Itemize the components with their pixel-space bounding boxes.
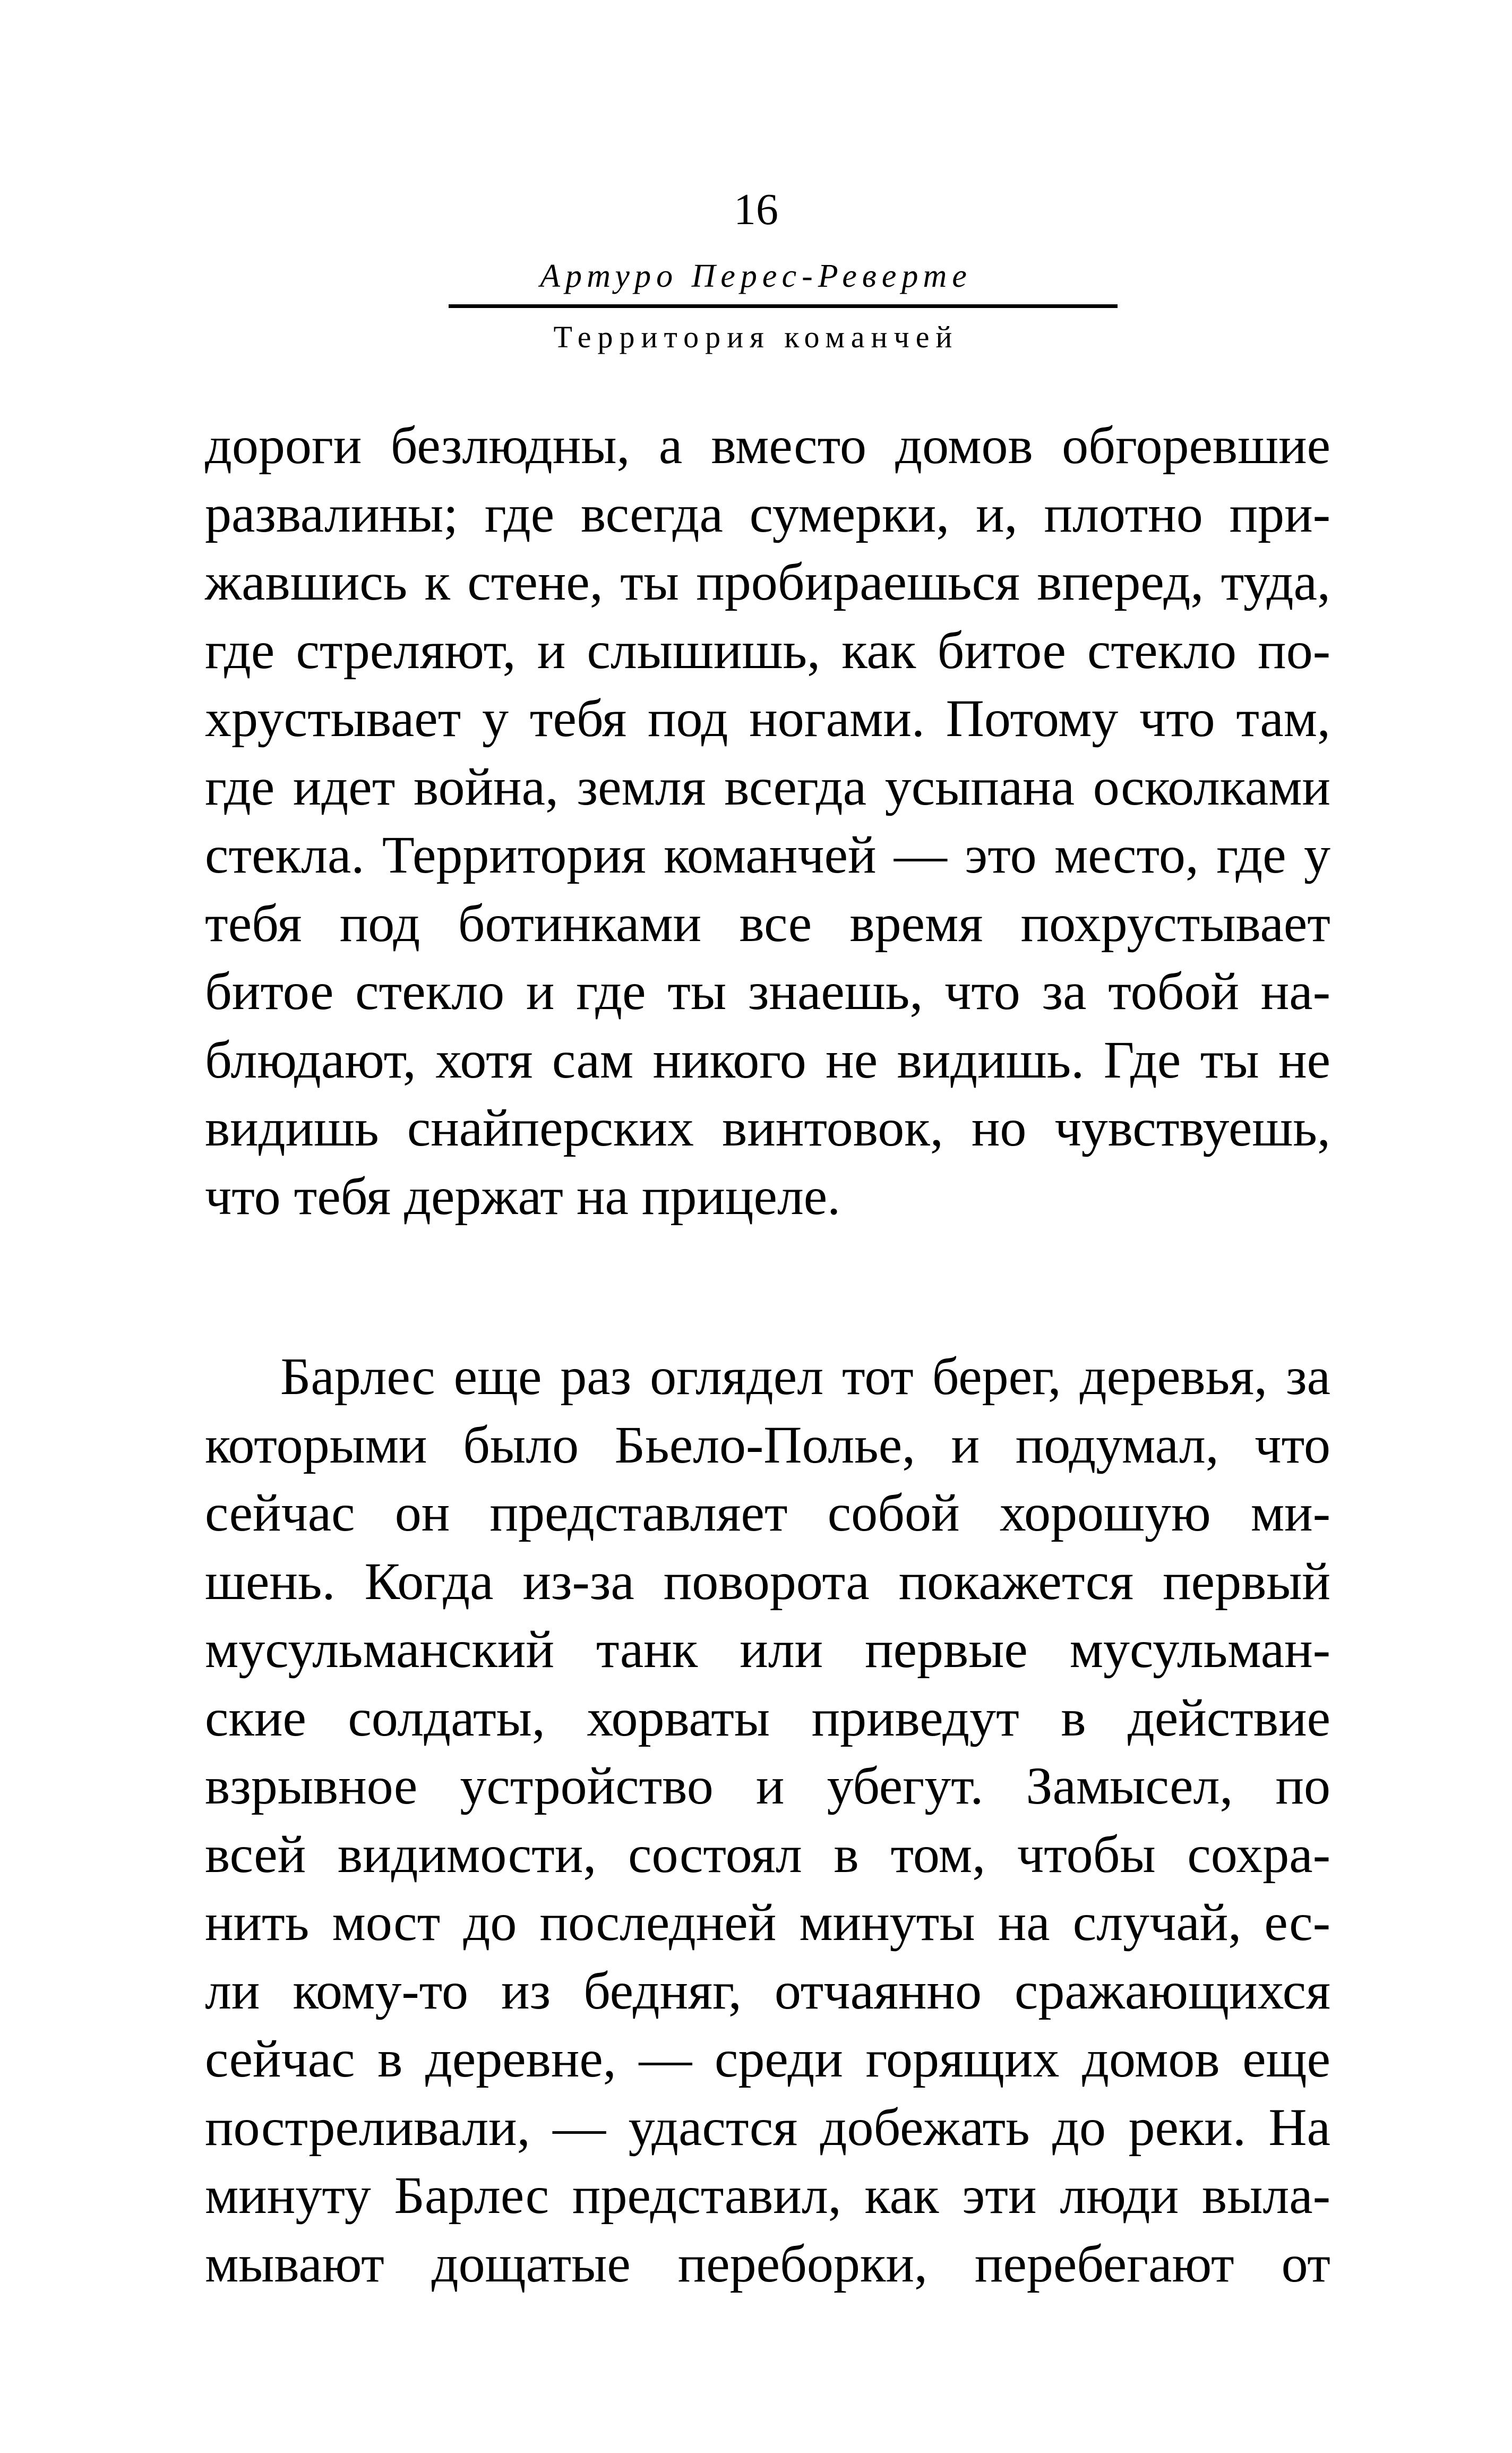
text-line: мывают дощатые переборки, перебегают от <box>205 2234 1330 2293</box>
text-line: мусульманский танк или первые мусульман- <box>205 1620 1330 1679</box>
text-line: шень. Когда из-за поворота покажется первый <box>205 1551 1330 1611</box>
page-number: 16 <box>734 185 778 234</box>
text-line: битое стекло и где ты знаешь, что за тобой на- <box>205 962 1330 1021</box>
text-line: постреливали, — удастся добежать до реки. На <box>205 2097 1330 2157</box>
text-line: сейчас он представляет собой хорошую ми- <box>205 1483 1330 1542</box>
text-line: дороги безлюдны, а вместо домов обгоревшие <box>205 416 1330 475</box>
text-line: Барлес еще раз оглядел тот берег, деревья, за <box>280 1347 1330 1406</box>
text-line: тебя под ботинками все время похрустывает <box>205 893 1330 953</box>
text-line: сейчас в деревне, — среди горящих домов еще <box>205 2029 1330 2088</box>
header-divider <box>449 304 1118 308</box>
text-line: развалины; где всегда сумерки, и, плотно при- <box>205 484 1330 543</box>
text-line: минуту Барлес представил, как эти люди выла- <box>205 2166 1330 2225</box>
text-line: блюдают, хотя сам никого не видишь. Где ты не <box>205 1030 1330 1089</box>
paragraph-1 <box>205 412 1330 1230</box>
text-line: которыми было Бьело-Полье, и подумал, что <box>205 1415 1330 1474</box>
running-header-title: Территория команчей <box>553 320 959 354</box>
text-line: нить мост до последней минуты на случай, ес- <box>205 1893 1330 1952</box>
running-header-author: Артуро Перес-Реверте <box>540 258 972 294</box>
text-line: видишь снайперских винтовок, но чувствуешь, <box>205 1098 1330 1157</box>
text-line: что тебя держат на прицеле. <box>205 1166 841 1226</box>
text-line: хрустывает у тебя под ногами. Потому что там, <box>205 689 1330 748</box>
text-line: жавшись к стене, ты пробираешься вперед, туда, <box>205 552 1330 611</box>
text-line: где стреляют, и слышишь, как битое стекло по- <box>205 620 1330 680</box>
text-line: ли кому-то из бедняг, отчаянно сражающихся <box>205 1961 1330 2020</box>
text-line: всей видимости, состоял в том, чтобы сохра- <box>205 1824 1330 1884</box>
text-line: стекла. Территория команчей — это место, где у <box>205 825 1330 884</box>
text-line: ские солдаты, хорваты приведут в действие <box>205 1688 1330 1747</box>
text-line: где идет война, земля всегда усыпана осколками <box>205 757 1330 816</box>
text-line: взрывное устройство и убегут. Замысел, по <box>205 1756 1330 1815</box>
paragraph-2 <box>205 1343 1330 2298</box>
